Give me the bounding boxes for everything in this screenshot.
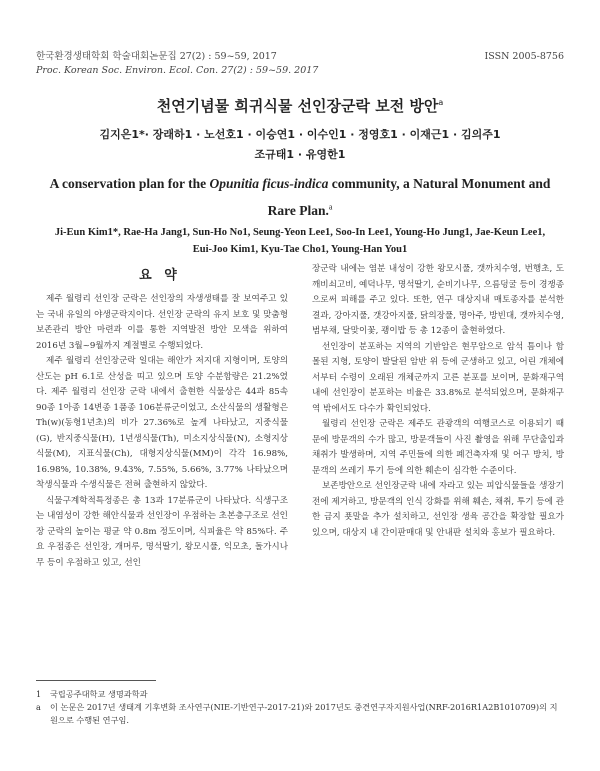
footnotes — [36, 688, 564, 727]
abstract-paragraph: 보존방안으로 선인장군락 내에 자라고 있는 피압식물들을 생장기 전에 제거하고, 방문객의 인식 강화를 위해 훼손, 채취, 투기 등에 관한 금지 푯말을 추가 설치하고, 선인장 생육 공간을 확장할 필요가 있으며, 대상지 내 간이판매대 및 안내판 설치와 홍보가 필요하다. — [312, 481, 564, 538]
abstract-paragraph: 장군락 내에는 염분 내성이 강한 왕모시풀, 갯까치수영, 번행초, 도깨비쇠고비, 예덕나무, 명석딸기, 순비기나무, 으름덩굴 등이 경쟁종으로써 피해를 주고 있다. 또한, 연구 대상지내 매토종자를 분석한 결과, 강아지풀, 갯강아지풀, 닭의장풀, 명아주, 방빈대, 갯까치수영, 범부채, 달맞이꽃, 괭이밥 등 총 12종이 출현하였다. — [312, 264, 564, 336]
authors-ko — [0, 125, 600, 165]
authors-ko-line: 김지은1*· 장래하1 · 노선호1 · 이승연1 · 이수인1 · 정영호1 · 이재근1 · 김의주1 — [99, 128, 501, 141]
footnote-divider — [36, 680, 156, 681]
paper-title-en — [40, 170, 560, 224]
title-en-pre: A conservation plan for the — [49, 176, 210, 191]
footnote-affiliation — [36, 688, 564, 701]
authors-en — [40, 224, 560, 258]
title-en-species: Opunitia ficus-indica — [209, 176, 329, 191]
paper-title-ko — [0, 95, 600, 116]
journal-title-ko: 한국환경생태학회 학술대회논문집 27(2) : 59~59, 2017 — [36, 51, 277, 62]
abstract-heading: 요 약 — [139, 268, 181, 283]
title-en-footnote-mark: a — [328, 202, 333, 212]
journal-header — [36, 50, 564, 78]
journal-title-en: Proc. Korean Soc. Environ. Ecol. Con. 27(2) : 59~59. 2017 — [36, 65, 319, 76]
abstract-paragraph: 식물구계학적특정종은 총 13과 17분류군이 나타났다. 식생구조는 내염성이 강한 해안식물과 선인장이 우점하는 초본층구조로 선인장 군락의 높이는 평균 약 0.8m 정도이며, 식피율은 약 85%다. 주요 우점종은 선인장, 개머루, 명석딸기, 왕모시풀, 익모초, 돌가시나무 등이 우점하고 있고, 선인 — [36, 495, 288, 568]
abstract-paragraph: 월령리 선인장 군락은 제주도 관광객의 여행코스로 이용되기 때문에 방문객의 수가 많고, 방문객들이 사진 촬영을 위해 무단출입과 채취가 발생하며, 지역 주민들에 의한 폐건축자재 및 어구 방치, 방문객의 쓰레기 투기 등에 의한 훼손이 심각한 수준이다. — [312, 419, 564, 476]
footnote-funding — [36, 701, 564, 727]
footnote-text: 이 논문은 2017년 생태계 기후변화 조사연구(NIE-기반연구-2017-21)와 2017년도 중견연구자지원사업(NRF-2016R1A2B1010709)의 지원으로 수행된 연구임. — [50, 702, 558, 725]
title-ko-footnote-mark: a — [438, 98, 444, 107]
abstract-paragraph: 선인장이 분포하는 지역의 기반암은 현무암으로 암석 틈이나 함몰된 지형, 토양이 발달된 암반 위 등에 군생하고 있고, 어린 개체에서부터 수령이 오래된 개체군까지 고른 분포를 보이며, 문화재구역 내에 선인장이 분포하는 비율은 33.8%로 분석되었으며, 문화재구역 밖에서도 다수가 확인되었다. — [312, 341, 564, 414]
authors-ko-line: 조규태1 · 유영한1 — [254, 148, 346, 161]
authors-en-line: Eui-Joo Kim1, Kyu-Tae Cho1, Young-Han You1 — [192, 244, 408, 255]
footnote-mark: 1 — [36, 689, 42, 699]
footnote-text: 국립공주대학교 생명과학과 — [50, 689, 148, 699]
abstract-paragraph: 제주 월령리 선인장 군락은 선인장의 자생생태를 잘 보여주고 있는 국내 유일의 야생군락지이다. 선인장 군락의 유지 보호 및 맞춤형 보존관리 방안 마련과 이를 통한 지역발전 방안 모색을 위하여 2016년 3월~9월까지 계절별로 수행되었다. — [36, 294, 288, 351]
authors-en-line: Ji-Eun Kim1*, Rae-Ha Jang1, Sun-Ho No1, Seung-Yeon Lee1, Soo-In Lee1, Young-Ho Jung1, Jae-Keun Lee1, — [54, 227, 546, 238]
paper-title-ko-text: 천연기념물 희귀식물 선인장군락 보전 방안 — [156, 97, 439, 115]
abstract-left-column — [36, 292, 288, 571]
footnote-mark: a — [36, 702, 41, 712]
abstract-right-column — [312, 262, 564, 541]
title-en-post: community, a Natural Monument and Rare Plan. — [267, 176, 551, 218]
issn: ISSN 2005-8756 — [484, 51, 564, 62]
abstract-paragraph: 제주 월령리 선인장군락 일대는 해안가 저지대 지형이며, 토양의 산도는 pH 6.1로 산성을 띠고 있으며 토양 수분함량은 21.2%였다. 제주 월령리 선인장 군락 내에서 출현한 식물상은 44과 85속 90종 1아종 14변종 1품종 106분류군이었고, 소산식물의 생활형은 Th(w)(동형1년초)의 비가 27.36%로 높게 나타났고, 지중식물(G), 반지중식물(H), 1년생식물(Th), 미소지상식물(N), 소형지상식물(M), 지표식물(Ch), 대형지상식물(MM)이 각각 16.98%, 16.98%, 10.38%, 9.43%, 7.55%, 5.66%, 3.77% 나타났으며 착생식물과 수생식물은 전혀 출현하지 않았다. — [36, 356, 288, 490]
